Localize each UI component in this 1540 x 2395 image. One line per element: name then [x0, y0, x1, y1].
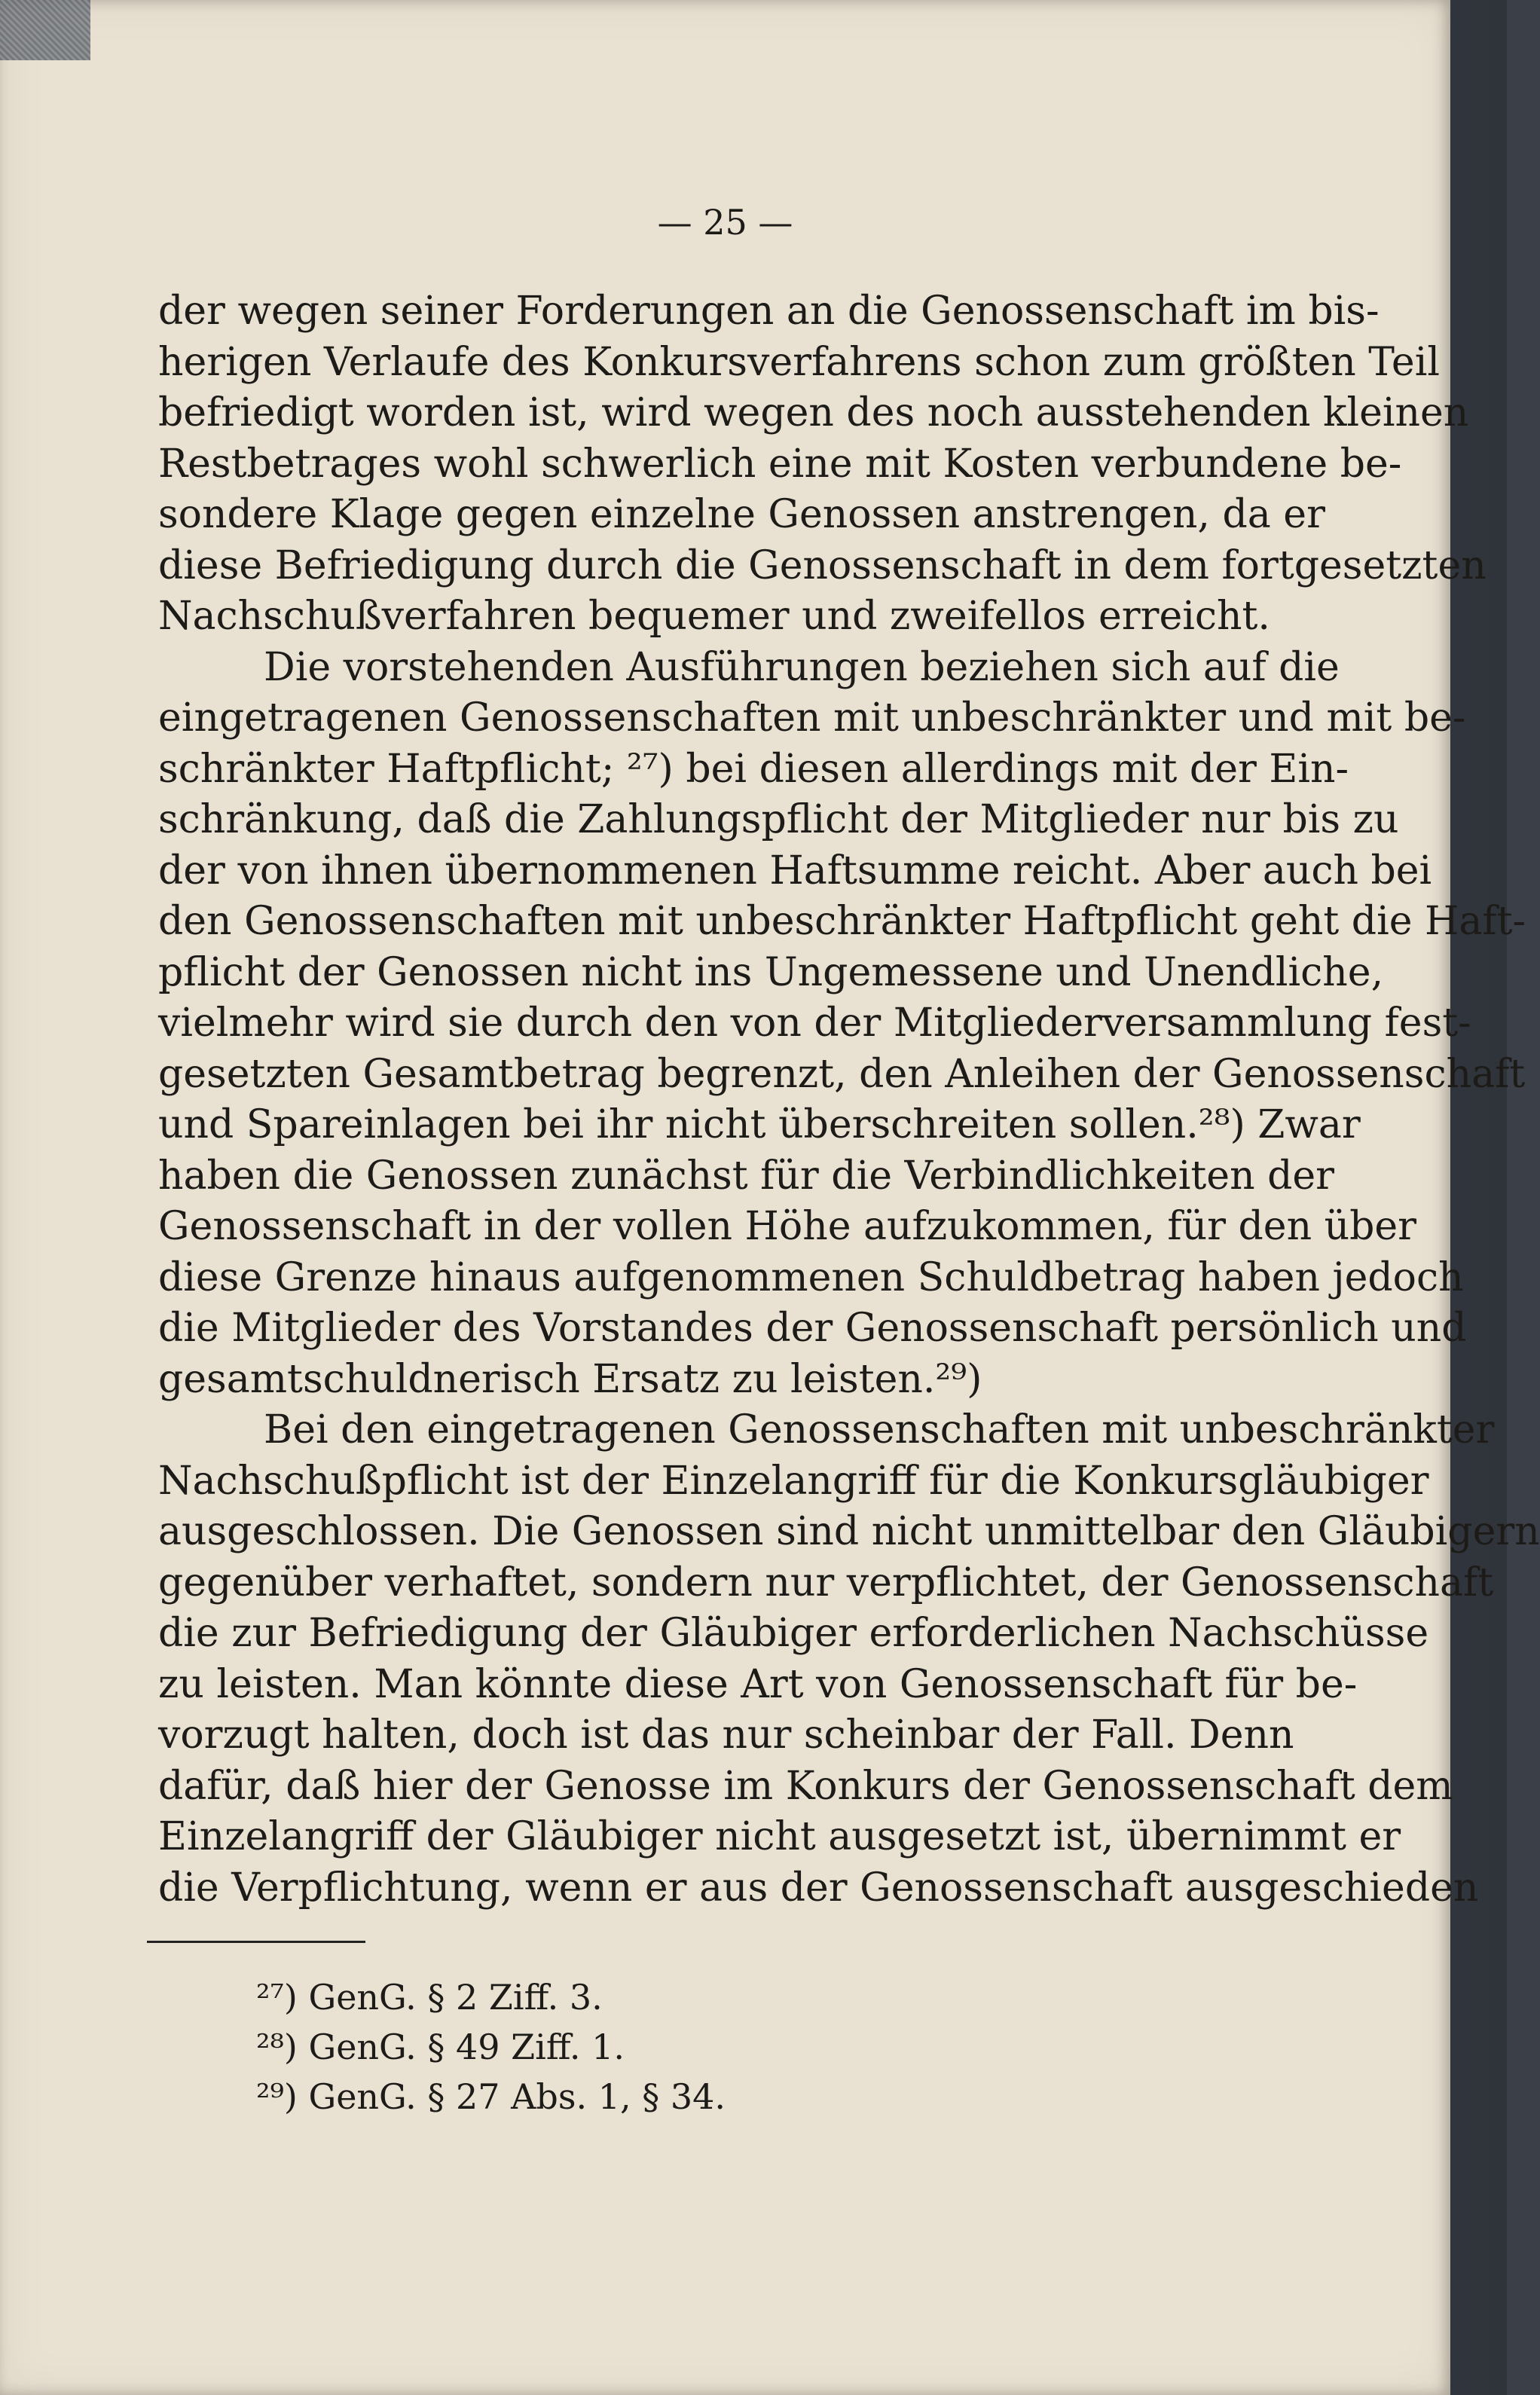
text-line: Restbetrages wohl schwerlich eine mit Kosten verbundene be-	[158, 441, 1402, 487]
text-line: schränkter Haftpflicht; ²⁷) bei diesen allerdings mit der Ein-	[158, 746, 1349, 792]
text-line: eingetragenen Genossenschaften mit unbeschränkter und mit be-	[158, 695, 1466, 741]
text-line: Genossenschaft in der vollen Höhe aufzukommen, für den über	[158, 1204, 1416, 1249]
text-line: Die vorstehenden Ausführungen beziehen sich auf die	[264, 644, 1340, 690]
text-line: schränkung, daß die Zahlungspflicht der Mitglieder nur bis zu	[158, 797, 1399, 842]
text-line: vorzugt halten, doch ist das nur scheinbar der Fall. Denn	[158, 1712, 1294, 1758]
text-line: Nachschußpflicht ist der Einzelangriff für die Konkursgläubiger	[158, 1458, 1429, 1504]
text-line: vielmehr wird sie durch den von der Mitgliederversammlung fest-	[158, 1000, 1471, 1046]
text-line: Einzelangriff der Gläubiger nicht ausgesetzt ist, übernimmt er	[158, 1814, 1401, 1859]
text-line: zu leisten. Man könnte diese Art von Genossenschaft für be-	[158, 1661, 1358, 1707]
scan-corner-artifact	[0, 0, 90, 60]
footnote: ²⁸) GenG. § 49 Ziff. 1.	[256, 2027, 625, 2067]
text-line: die Verpflichtung, wenn er aus der Genossenschaft ausgeschieden	[158, 1865, 1479, 1911]
text-line: herigen Verlaufe des Konkursverfahrens schon zum größten Teil	[158, 339, 1440, 385]
text-line: Bei den eingetragenen Genossenschaften mit unbeschränkter	[264, 1407, 1495, 1453]
text-line: ausgeschlossen. Die Genossen sind nicht unmittelbar den Gläubigern	[158, 1509, 1540, 1554]
text-line: die Mitglieder des Vorstandes der Genossenschaft persönlich und	[158, 1306, 1467, 1351]
footnote: ²⁷) GenG. § 2 Ziff. 3.	[256, 1977, 603, 2018]
text-line: diese Grenze hinaus aufgenommenen Schuldbetrag haben jedoch	[158, 1254, 1464, 1300]
text-line: sondere Klage gegen einzelne Genossen anstrengen, da er	[158, 492, 1325, 537]
text-line: befriedigt worden ist, wird wegen des noch ausstehenden kleinen	[158, 390, 1469, 435]
text-line: und Spareinlagen bei ihr nicht überschreiten sollen.²⁸) Zwar	[158, 1102, 1361, 1147]
text-line: pflicht der Genossen nicht ins Ungemessene und Unendliche,	[158, 949, 1384, 995]
text-line: gesetzten Gesamtbetrag begrenzt, den Anleihen der Genossenschaft	[158, 1051, 1526, 1097]
footnotes	[256, 1972, 859, 2122]
text-line: dafür, daß hier der Genosse im Konkurs der Genossenschaft dem	[158, 1763, 1453, 1809]
text-line: Nachschußverfahren bequemer und zweifellos erreicht.	[158, 594, 1270, 639]
text-line: haben die Genossen zunächst für die Verbindlichkeiten der	[158, 1153, 1335, 1199]
text-line: der von ihnen übernommenen Haftsumme reicht. Aber auch bei	[158, 848, 1432, 894]
text-line: gesamtschuldnerisch Ersatz zu leisten.²⁹)	[158, 1356, 982, 1402]
footnote-separator	[147, 1941, 365, 1943]
page-number: — 25 —	[657, 202, 793, 243]
body-text	[158, 286, 1540, 1914]
text-line: die zur Befriedigung der Gläubiger erforderlichen Nachschüsse	[158, 1611, 1429, 1656]
text-line: der wegen seiner Forderungen an die Genossenschaft im bis-	[158, 289, 1380, 334]
text-line: gegenüber verhaftet, sondern nur verpflichtet, der Genossenschaft	[158, 1559, 1494, 1605]
footnote: ²⁹) GenG. § 27 Abs. 1, § 34.	[256, 2076, 726, 2117]
text-line: den Genossenschaften mit unbeschränkter Haftpflicht geht die Haft-	[158, 899, 1526, 944]
text-line: diese Befriedigung durch die Genossenschaft in dem fortgesetzten	[158, 542, 1487, 588]
